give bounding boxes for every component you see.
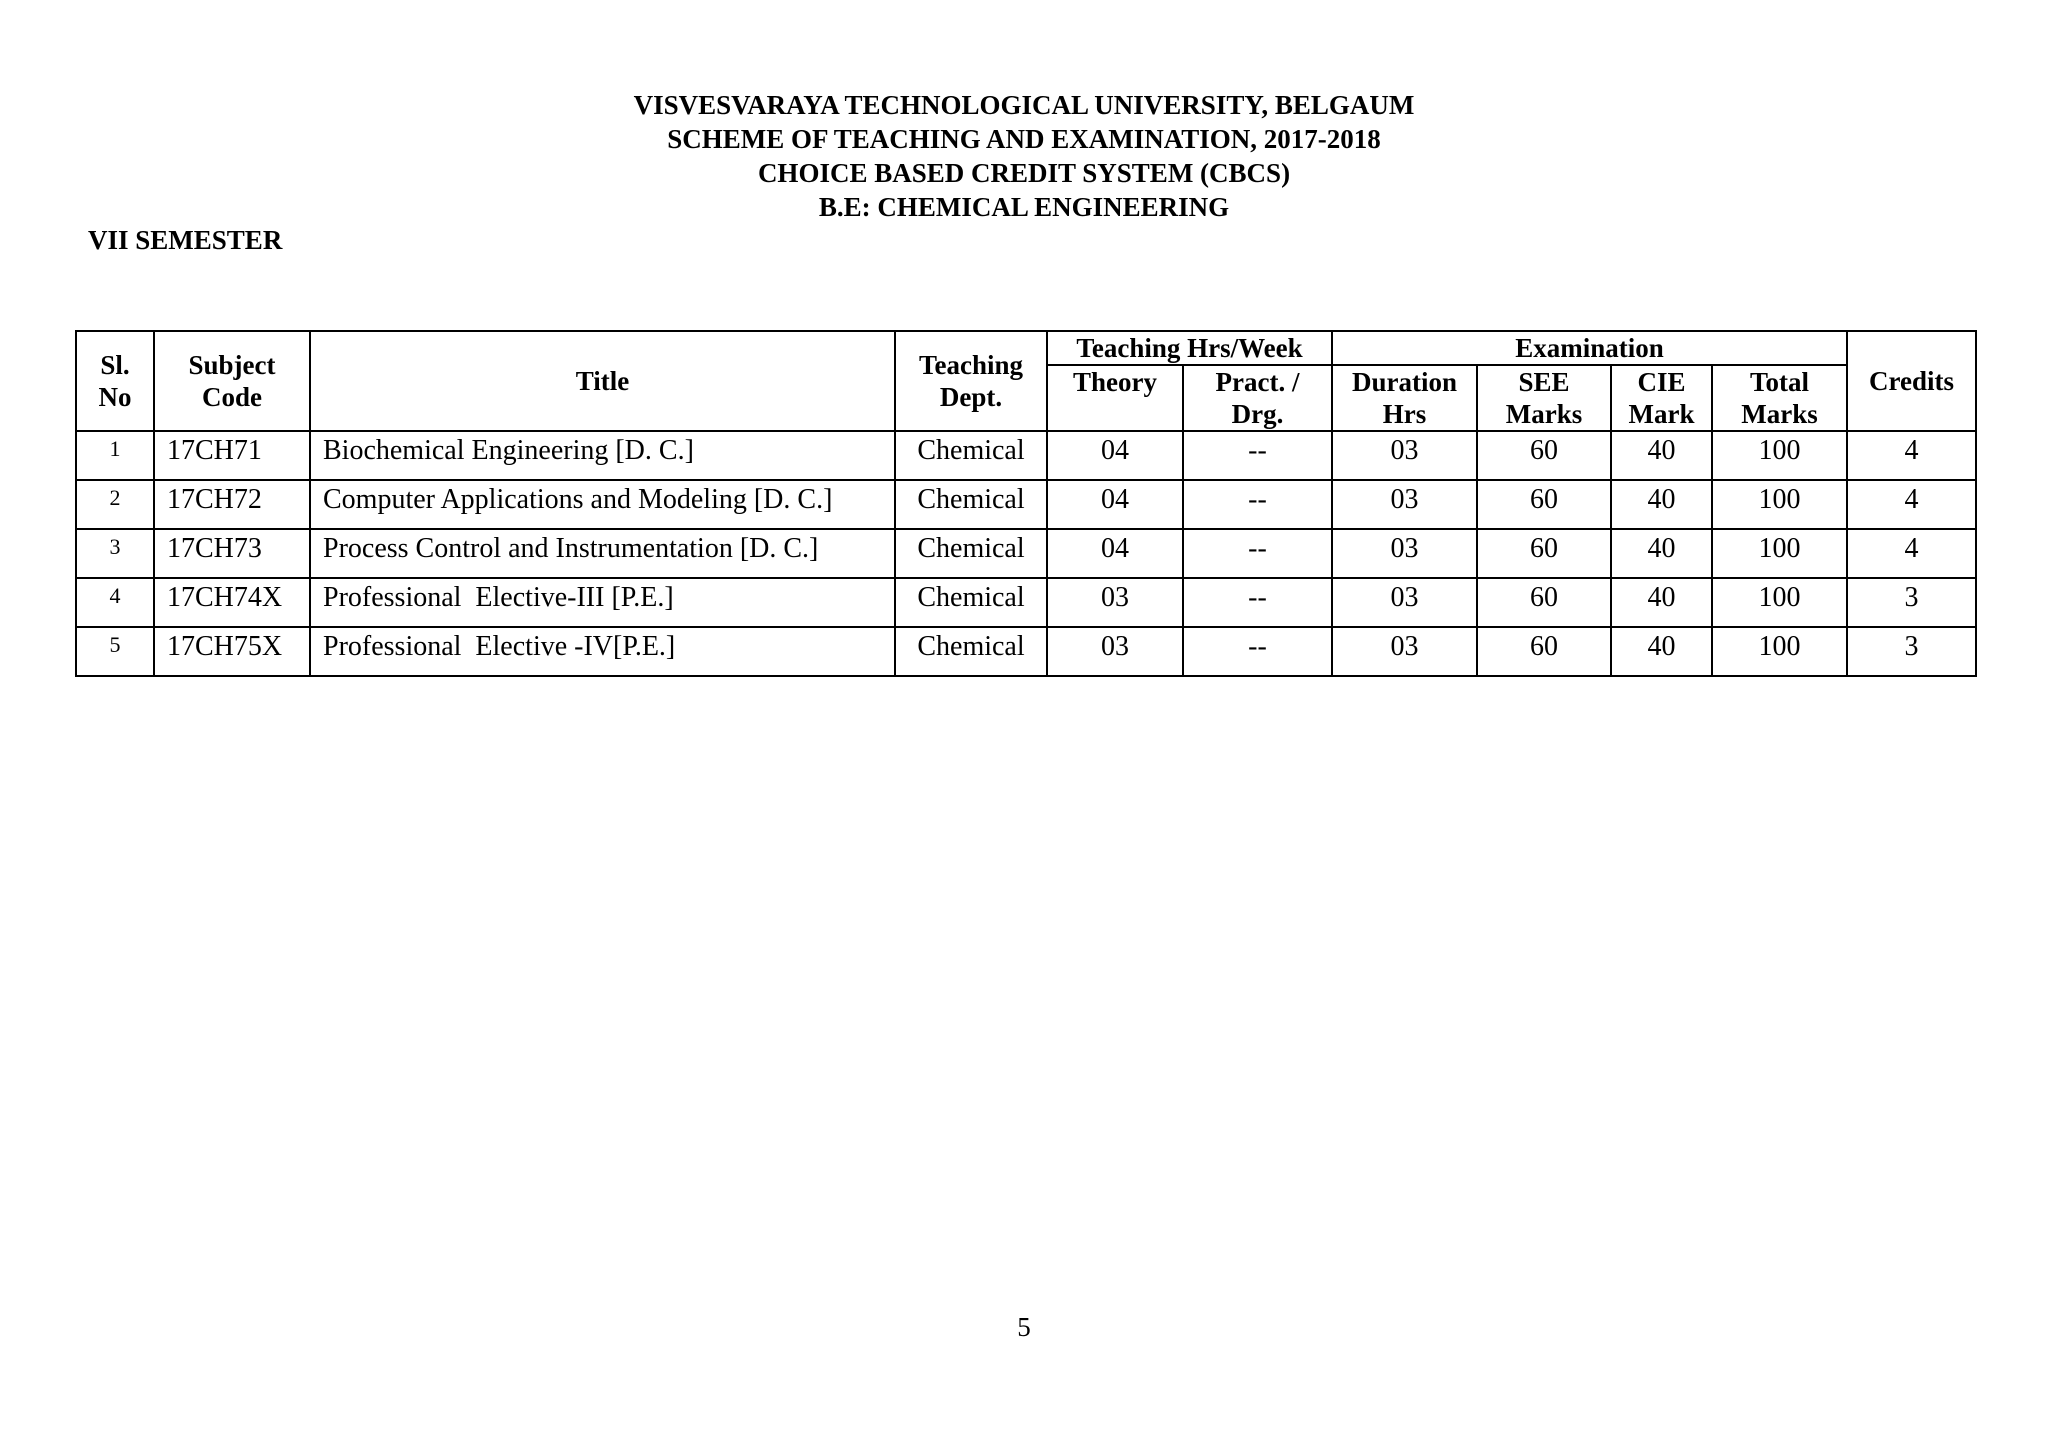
cell-dept: Chemical — [895, 480, 1047, 529]
cell-credits: 3 — [1847, 627, 1976, 676]
cell-theory: 04 — [1047, 480, 1183, 529]
cell-cie: 40 — [1611, 627, 1712, 676]
cell-pract: -- — [1183, 480, 1332, 529]
cell-code: 17CH75X — [154, 627, 310, 676]
cell-title: Process Control and Instrumentation [D. C.] — [310, 529, 895, 578]
cell-credits: 4 — [1847, 431, 1976, 480]
cell-duration: 03 — [1332, 529, 1477, 578]
cell-cie: 40 — [1611, 529, 1712, 578]
header-pract: Pract. / Drg. — [1183, 365, 1332, 431]
header-row-1 — [76, 331, 1976, 365]
cell-duration: 03 — [1332, 578, 1477, 627]
cell-pract: -- — [1183, 627, 1332, 676]
cell-credits: 4 — [1847, 529, 1976, 578]
scheme-title: SCHEME OF TEACHING AND EXAMINATION, 2017-2018 — [667, 124, 1381, 154]
cell-pract: -- — [1183, 529, 1332, 578]
cell-pract: -- — [1183, 578, 1332, 627]
cell-code: 17CH73 — [154, 529, 310, 578]
cell-title: Professional Elective -IV[P.E.] — [310, 627, 895, 676]
cell-title: Professional Elective-III [P.E.] — [310, 578, 895, 627]
document-header — [0, 88, 2048, 224]
program-name: B.E: CHEMICAL ENGINEERING — [818, 192, 1230, 222]
table-row — [76, 431, 1976, 480]
cell-cie: 40 — [1611, 480, 1712, 529]
university-name: VISVESVARAYA TECHNOLOGICAL UNIVERSITY, BELGAUM — [633, 90, 1415, 120]
cell-dept: Chemical — [895, 529, 1047, 578]
cell-total: 100 — [1712, 431, 1847, 480]
scheme-table — [75, 330, 1977, 677]
table-row — [76, 529, 1976, 578]
cell-cie: 40 — [1611, 431, 1712, 480]
cell-title: Biochemical Engineering [D. C.] — [310, 431, 895, 480]
cell-title: Computer Applications and Modeling [D. C.] — [310, 480, 895, 529]
cell-theory: 03 — [1047, 627, 1183, 676]
cell-cie: 40 — [1611, 578, 1712, 627]
header-credits: Credits — [1847, 331, 1976, 431]
cell-duration: 03 — [1332, 627, 1477, 676]
cell-code: 17CH72 — [154, 480, 310, 529]
table-body — [76, 431, 1976, 676]
cell-sl: 1 — [76, 431, 154, 480]
header-teaching-dept: Teaching Dept. — [895, 331, 1047, 431]
header-duration: Duration Hrs — [1332, 365, 1477, 431]
cell-duration: 03 — [1332, 431, 1477, 480]
header-title: Title — [310, 331, 895, 431]
table-row — [76, 627, 1976, 676]
cell-duration: 03 — [1332, 480, 1477, 529]
header-examination: Examination — [1332, 331, 1847, 365]
cell-sl: 4 — [76, 578, 154, 627]
cell-code: 17CH74X — [154, 578, 310, 627]
header-total-marks: Total Marks — [1712, 365, 1847, 431]
header-cie-mark: CIE Mark — [1611, 365, 1712, 431]
table-header — [76, 331, 1976, 431]
cell-see: 60 — [1477, 529, 1611, 578]
cell-dept: Chemical — [895, 627, 1047, 676]
cell-credits: 3 — [1847, 578, 1976, 627]
cell-theory: 04 — [1047, 431, 1183, 480]
cell-dept: Chemical — [895, 578, 1047, 627]
cell-see: 60 — [1477, 480, 1611, 529]
header-theory: Theory — [1047, 365, 1183, 431]
cell-sl: 2 — [76, 480, 154, 529]
cell-see: 60 — [1477, 578, 1611, 627]
header-see-marks: SEE Marks — [1477, 365, 1611, 431]
cell-see: 60 — [1477, 627, 1611, 676]
table-row — [76, 480, 1976, 529]
header-subject-code: Subject Code — [154, 331, 310, 431]
cell-total: 100 — [1712, 480, 1847, 529]
cell-theory: 04 — [1047, 529, 1183, 578]
cell-total: 100 — [1712, 627, 1847, 676]
cell-sl: 5 — [76, 627, 154, 676]
cell-code: 17CH71 — [154, 431, 310, 480]
table-row — [76, 578, 1976, 627]
header-teaching-hrs: Teaching Hrs/Week — [1047, 331, 1332, 365]
cell-pract: -- — [1183, 431, 1332, 480]
cell-credits: 4 — [1847, 480, 1976, 529]
page-number: 5 — [1017, 1312, 1031, 1342]
credit-system: CHOICE BASED CREDIT SYSTEM (CBCS) — [757, 158, 1291, 188]
cell-theory: 03 — [1047, 578, 1183, 627]
cell-dept: Chemical — [895, 431, 1047, 480]
semester-label: VII SEMESTER — [88, 225, 283, 255]
header-sl-no: Sl. No — [76, 331, 154, 431]
cell-sl: 3 — [76, 529, 154, 578]
cell-see: 60 — [1477, 431, 1611, 480]
cell-total: 100 — [1712, 529, 1847, 578]
cell-total: 100 — [1712, 578, 1847, 627]
